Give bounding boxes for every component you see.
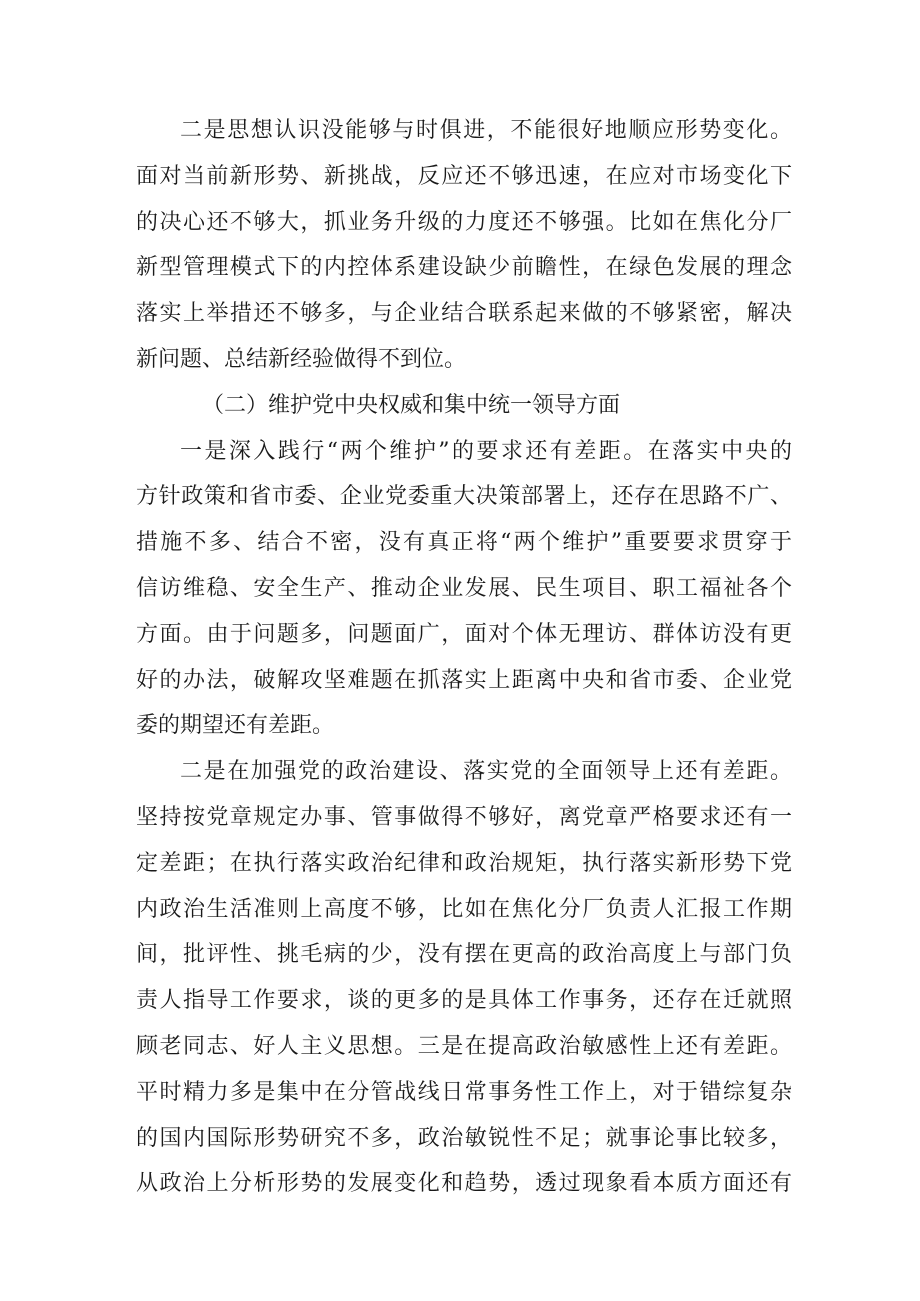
paragraph-line: 责人指导工作要求，谈的更多的是具体工作事务，还存在迁就照 bbox=[136, 988, 792, 1014]
paragraph-line: 信访维稳、安全生产、推动企业发展、民生项目、职工福祉各个 bbox=[136, 575, 792, 601]
paragraph-line: 从政治上分析形势的发展变化和趋势，透过现象看本质方面还有 bbox=[136, 1171, 792, 1197]
paragraph-line: 落实上举措还不够多，与企业结合联系起来做的不够紧密，解决 bbox=[136, 301, 792, 327]
paragraph-line: 间，批评性、挑毛病的少，没有摆在更高的政治高度上与部门负 bbox=[136, 942, 792, 968]
paragraph-line: 内政治生活准则上高度不够，比如在焦化分厂负责人汇报工作期 bbox=[136, 896, 792, 922]
paragraph-line: 平时精力多是集中在分管战线日常事务性工作上，对于错综复杂 bbox=[136, 1079, 792, 1105]
section-heading: （二）维护党中央权威和集中统一领导方面 bbox=[202, 392, 621, 418]
paragraph-line: 定差距；在执行落实政治纪律和政治规矩，执行落实新形势下党 bbox=[136, 850, 792, 876]
paragraph-line: 的决心还不够大，抓业务升级的力度还不够强。比如在焦化分厂 bbox=[136, 209, 792, 235]
paragraph-line: 方针政策和省市委、企业党委重大决策部署上，还存在思路不广、 bbox=[136, 484, 792, 510]
paragraph-line: 方面。由于问题多，问题面广，面对个体无理访、群体访没有更 bbox=[136, 621, 792, 647]
paragraph-line: 好的办法，破解攻坚难题在抓落实上距离中央和省市委、企业党 bbox=[136, 667, 792, 693]
paragraph-line: 坚持按党章规定办事、管事做得不够好，离党章严格要求还有一 bbox=[136, 804, 792, 830]
paragraph-line: 一是深入践行“两个维护”的要求还有差距。在落实中央的 bbox=[180, 438, 792, 464]
paragraph-line: 措施不多、结合不密，没有真正将“两个维护”重要要求贯穿于 bbox=[136, 530, 792, 556]
paragraph-line: 新型管理模式下的内控体系建设缺少前瞻性，在绿色发展的理念 bbox=[136, 255, 792, 281]
paragraph-line: 委的期望还有差距。 bbox=[136, 713, 335, 739]
document-body bbox=[136, 108, 792, 1207]
paragraph-line: 新问题、总结新经验做得不到位。 bbox=[136, 346, 467, 372]
paragraph-line: 二是思想认识没能够与时俱进，不能很好地顺应形势变化。 bbox=[180, 118, 792, 143]
paragraph-line: 的国内国际形势研究不多，政治敏锐性不足；就事论事比较多， bbox=[136, 1125, 792, 1151]
paragraph-line: 顾老同志、好人主义思想。三是在提高政治敏感性上还有差距。 bbox=[136, 1033, 792, 1059]
paragraph-line: 面对当前新形势、新挑战，反应还不够迅速，在应对市场变化下 bbox=[136, 163, 792, 189]
paragraph-line: 二是在加强党的政治建设、落实党的全面领导上还有差距。 bbox=[180, 759, 792, 785]
